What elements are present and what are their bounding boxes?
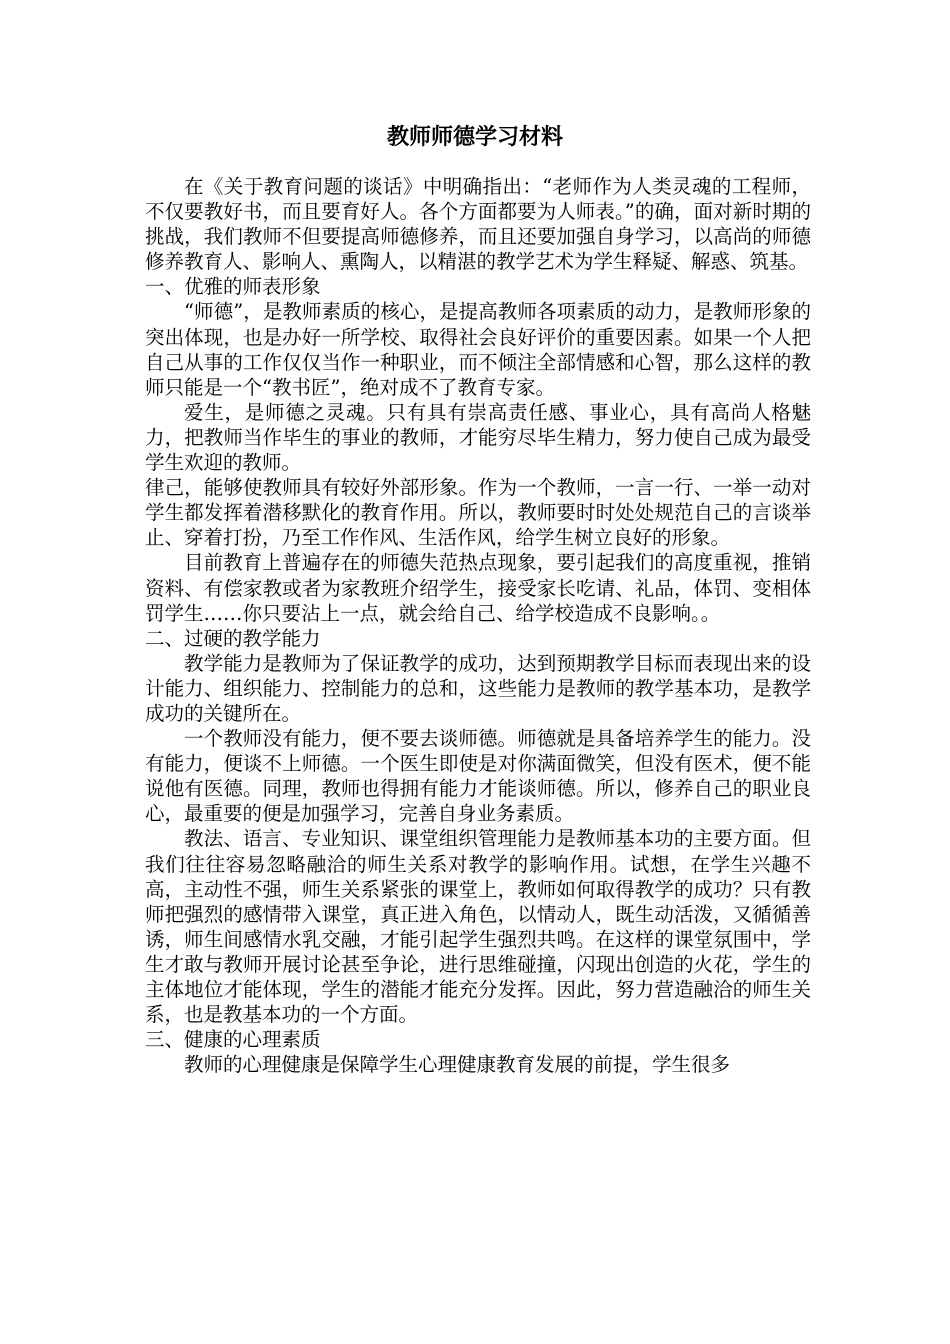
section-heading-2: 二、过硬的教学能力 [145,626,321,650]
section-heading-1: 一、优雅的师表形象 [145,275,321,299]
document-title: 教师师德学习材料 [386,124,563,150]
intro-paragraph: 在《关于教育问题的谈话》中明确指出：“老师作为人类灵魂的工程师，不仅要教好书，而且要育好人。各个方面都要为人师表。”的确，面对新时期的挑战，我们教师不但要提高师德修养，而且还要加强自身学习，以高尚的师德修养教育人、影响人、熏陶人，以精湛的教学艺术为学生释疑、解惑、筑基。 [145,175,811,274]
body-paragraph: 教学能力是教师为了保证教学的成功，达到预期教学目标而表现出来的设计能力、组织能力、控制能力的总和，这些能力是教师的教学基本功，是教学成功的关键所在。 [145,651,811,725]
body-paragraph: 目前教育上普遍存在的师德失范热点现象，要引起我们的高度重视，推销资料、有偿家教或者为家教班介绍学生，接受家长吃请、礼品，体罚、变相体罚学生……你只要沾上一点，就会给自己、给学校造成不良影响。。 [145,551,811,625]
body-paragraph: “师德”，是教师素质的核心，是提高教师各项素质的动力，是教师形象的突出体现，也是办好一所学校、取得社会良好评价的重要因素。如果一个人把自己从事的工作仅仅当作一种职业，而不倾注全部情感和心智，那么这样的教师只能是一个“教书匠”，绝对成不了教育专家。 [145,300,811,399]
body-paragraph: 爱生，是师德之灵魂。只有具有崇高责任感、事业心，具有高尚人格魅力，把教师当作毕生的事业的教师，才能穷尽毕生精力，努力使自己成为最受学生欢迎的教师。 [145,400,811,475]
body-paragraph: 教师的心理健康是保障学生心理健康教育发展的前提，学生很多 [184,1053,731,1077]
document-body [145,174,811,1077]
section-heading-3: 三、健康的心理素质 [145,1028,321,1052]
body-paragraph: 一个教师没有能力，便不要去谈师德。师德就是具备培养学生的能力。没有能力，便谈不上师德。一个医生即使是对你满面微笑，但没有医术，便不能说他有医德。同理，教师也得拥有能力才能谈师德。所以，修养自己的职业良心，最重要的便是加强学习，完善自身业务素质。 [145,727,811,826]
body-paragraph: 教法、语言、专业知识、课堂组织管理能力是教师基本功的主要方面。但我们往往容易忽略融洽的师生关系对教学的影响作用。试想，在学生兴趣不高，主动性不强，师生关系紧张的课堂上，教师如何取得教学的成功？只有教师把强烈的感情带入课堂，真正进入角色，以情动人，既生动活泼，又循循善诱，师生间感情水乳交融，才能引起学生强烈共鸣。在这样的课堂氛围中，学生才敢与教师开展讨论甚至争论，进行思维碰撞，闪现出创造的火花，学生的主体地位才能体现，学生的潜能才能充分发挥。因此，努力营造融洽的师生关系，也是教基本功的一个方面。 [145,827,811,1027]
body-paragraph: 律己，能够使教师具有较好外部形象。作为一个教师，一言一行、一举一动对学生都发挥着潜移默化的教育作用。所以，教师要时时处处规范自己的言谈举止、穿着打扮，乃至工作作风、生活作风，给学生树立良好的形象。 [145,476,811,550]
